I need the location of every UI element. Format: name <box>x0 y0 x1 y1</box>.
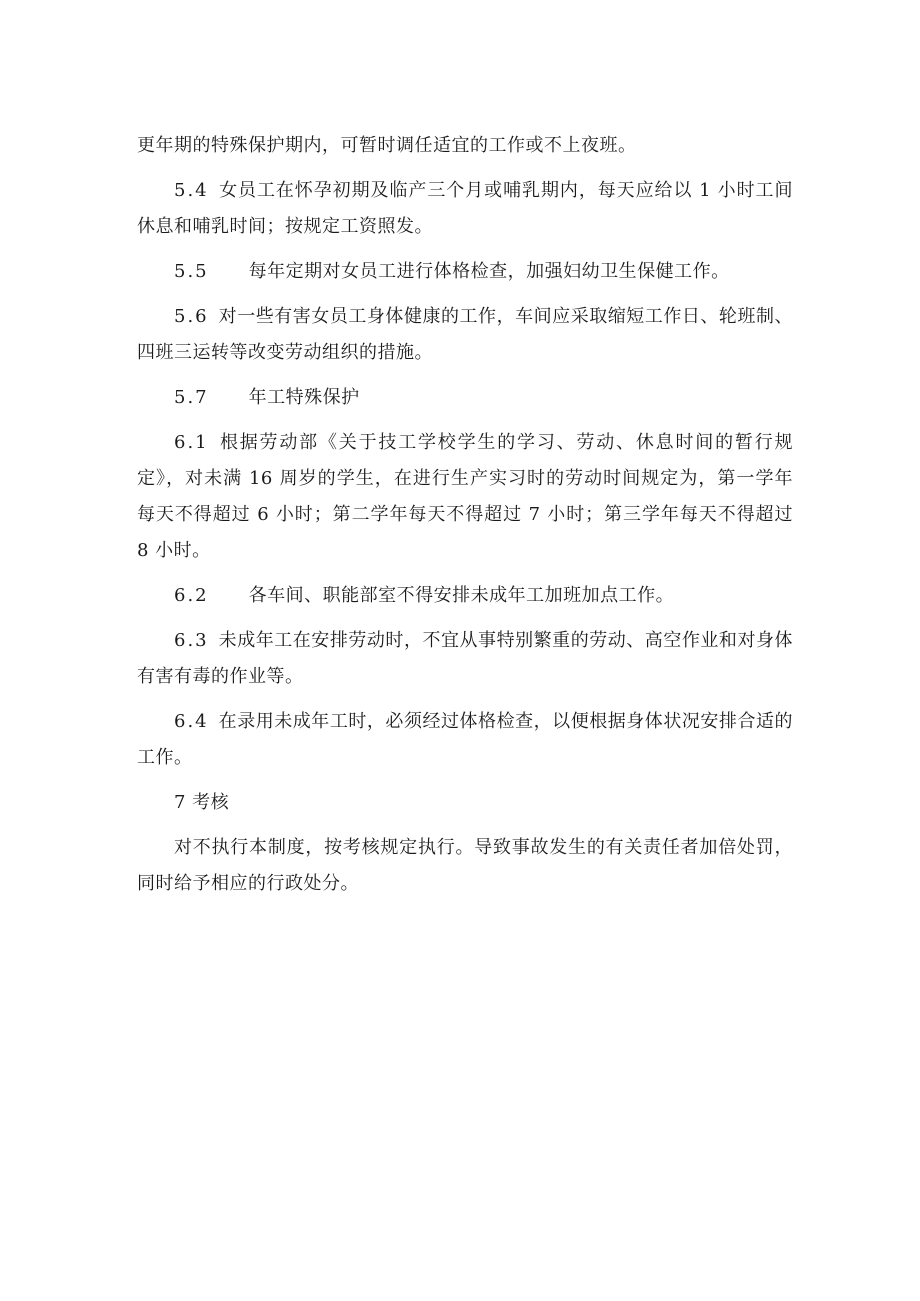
paragraph-6-4 <box>137 704 793 776</box>
paragraph-text: 年工特殊保护 <box>248 387 360 408</box>
section-heading-7 <box>137 785 793 821</box>
section-number: 6.3 <box>174 630 209 651</box>
paragraph-text: 在录用未成年工时，必须经过体格检查，以便根据身体状况安排合适的工作。 <box>137 711 793 768</box>
paragraph-text: 未成年工在安排劳动时，不宜从事特别繁重的劳动、高空作业和对身体有害有毒的作业等。 <box>137 630 793 687</box>
paragraph-text: 对不执行本制度，按考核规定执行。导致事故发生的有关责任者加倍处罚，同时给予相应的行政处分。 <box>137 837 793 894</box>
section-number: 5.5 <box>174 261 209 282</box>
paragraph-5-5 <box>137 254 793 290</box>
section-number: 5.7 <box>174 387 209 408</box>
paragraph-text: 根据劳动部《关于技工学校学生的学习、劳动、休息时间的暂行规定》，对未满 16 周岁的学生，在进行生产实习时的劳动时间规定为，第一学年每天不得超过 6 小时；第二学年每天不得超过 7 小时；第三学年每天不得超过 8 小时。 <box>137 432 793 561</box>
paragraph-text: 各车间、职能部室不得安排未成年工加班加点工作。 <box>248 585 675 606</box>
paragraph-assessment <box>137 830 793 902</box>
paragraph-text: 对一些有害女员工身体健康的工作，车间应采取缩短工作日、轮班制、四班三运转等改变劳动组织的措施。 <box>137 306 793 363</box>
section-number: 6.2 <box>174 585 209 606</box>
section-number: 6.4 <box>174 711 209 732</box>
document-body <box>137 128 793 902</box>
paragraph-text: 每年定期对女员工进行体格检查，加强妇幼卫生保健工作。 <box>248 261 730 282</box>
paragraph-5-6 <box>137 299 793 371</box>
paragraph-text: 更年期的特殊保护期内，可暂时调任适宜的工作或不上夜班。 <box>137 135 637 156</box>
heading-text: 7 考核 <box>174 792 230 813</box>
paragraph-6-2 <box>137 578 793 614</box>
paragraph-6-3 <box>137 623 793 695</box>
paragraph-continuation <box>137 128 793 164</box>
section-number: 5.4 <box>174 180 209 201</box>
section-number: 6.1 <box>174 432 209 453</box>
paragraph-6-1 <box>137 425 793 569</box>
paragraph-5-7 <box>137 380 793 416</box>
paragraph-text: 女员工在怀孕初期及临产三个月或哺乳期内，每天应给以 1 小时工间休息和哺乳时间；按规定工资照发。 <box>137 180 793 237</box>
section-number: 5.6 <box>174 306 209 327</box>
paragraph-5-4 <box>137 173 793 245</box>
